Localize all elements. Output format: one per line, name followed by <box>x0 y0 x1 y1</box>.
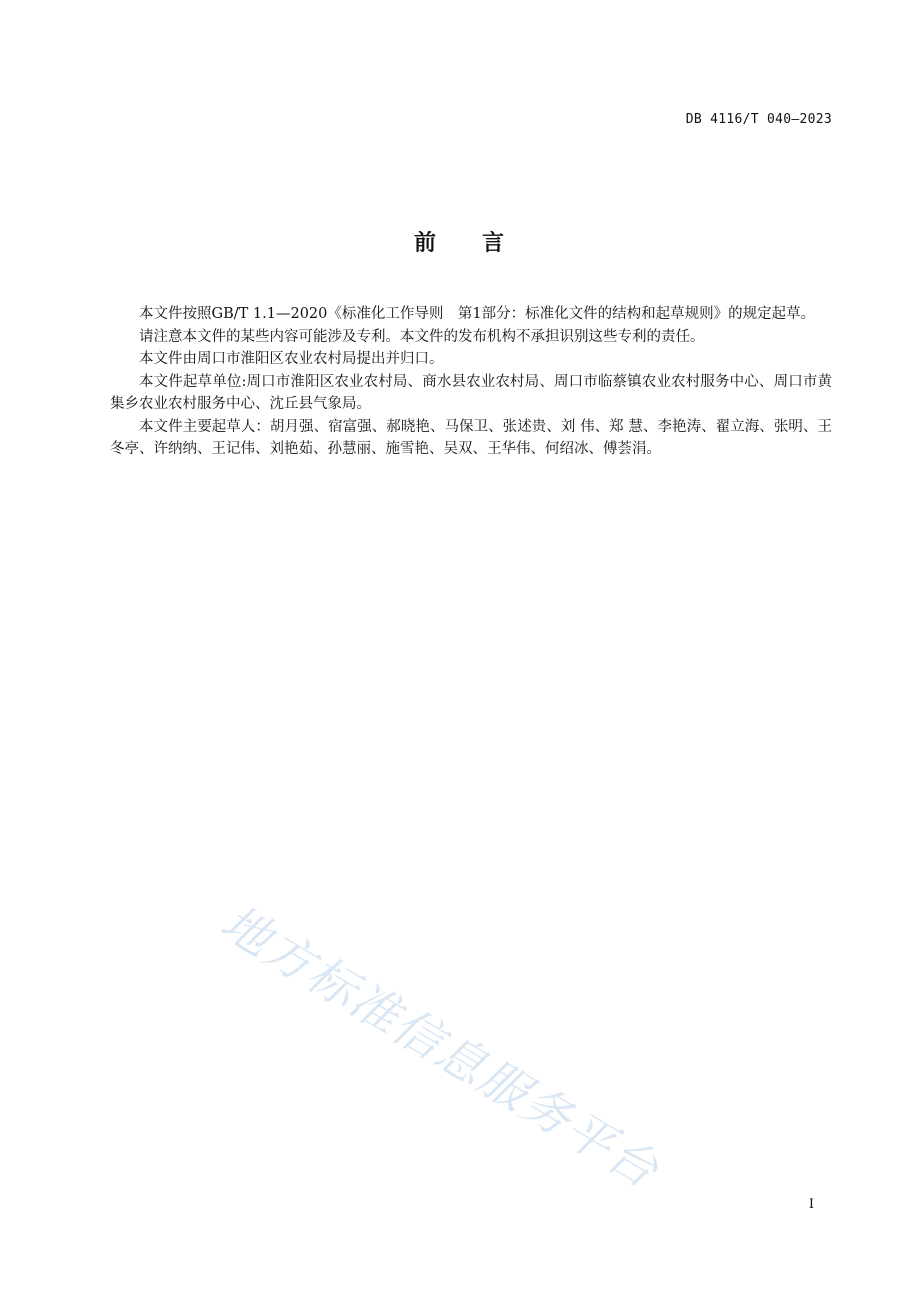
paragraph-drafting-units: 本文件起草单位:周口市淮阳区农业农村局、商水县农业农村局、周口市临蔡镇农业农村服务中心、周口市黄集乡农业农村服务中心、沈丘县气象局。 <box>110 373 832 412</box>
foreword-body <box>110 303 832 461</box>
section-title <box>0 226 920 257</box>
paragraph-drafting-basis: 本文件按照GB/T 1.1—2020《标准化工作导则 第1部分：标准化文件的结构和起草规则》的规定起草。 <box>139 306 816 322</box>
paragraph-drafters: 本文件主要起草人：胡月强、宿富强、郝晓艳、马保卫、张述贵、刘 伟、郑 慧、李艳涛、翟立海、张明、王冬亭、许纳纳、王记伟、刘艳茹、孙慧丽、施雪艳、吴双、王华伟、何绍冰、傅荟涓。 <box>110 418 832 457</box>
document-code: DB 4116/T 040—2023 <box>685 112 832 127</box>
paragraph-proposer: 本文件由周口市淮阳区农业农村局提出并归口。 <box>139 351 444 367</box>
title-char-1: 前 <box>413 231 438 256</box>
page-number: I <box>808 1197 814 1212</box>
title-char-2: 言 <box>482 231 507 256</box>
watermark: 地方标准信息服务平台 <box>211 894 669 1200</box>
paragraph-patent-notice: 请注意本文件的某些内容可能涉及专利。本文件的发布机构不承担识别这些专利的责任。 <box>139 328 705 345</box>
